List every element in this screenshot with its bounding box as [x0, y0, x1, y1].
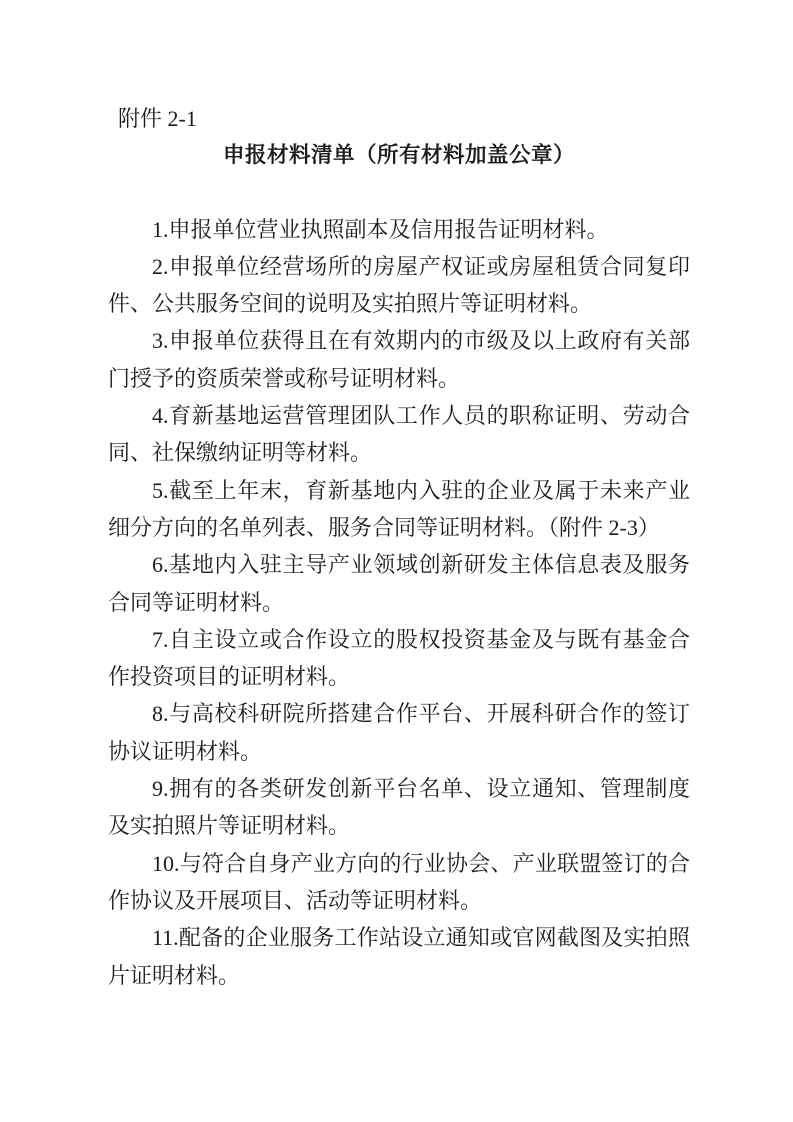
list-item-3: 3.申报单位获得且在有效期内的市级及以上政府有关部门授予的资质荣誉或称号证明材料。 — [108, 328, 690, 391]
title-body-spacer — [108, 175, 690, 211]
list-item-11: 11.配备的企业服务工作站设立通知或官网截图及实拍照片证明材料。 — [108, 925, 690, 988]
list-item-10: 10.与符合自身产业方向的行业协会、产业联盟签订的合作协议及开展项目、活动等证明材料。 — [108, 850, 690, 913]
list-item-6: 6.基地内入驻主导产业领域创新研发主体信息表及服务合同等证明材料。 — [108, 552, 690, 615]
attachment-label: 附件 2-1 — [118, 106, 197, 131]
list-item-9: 9.拥有的各类研发创新平台名单、设立通知、管理制度及实拍照片等证明材料。 — [108, 776, 690, 839]
list-item-4: 4.育新基地运营管理团队工作人员的职称证明、劳动合同、社保缴纳证明等材料。 — [108, 403, 690, 466]
document-title: 申报材料清单（所有材料加盖公章） — [222, 143, 575, 168]
document-content — [108, 100, 690, 994]
list-item-7: 7.自主设立或合作设立的股权投资基金及与既有基金合作投资项目的证明材料。 — [108, 626, 690, 690]
list-item-5: 5.截至上年末，育新基地内入驻的企业及属于未来产业细分方向的名单列表、服务合同等证明材料。（附件 2-3） — [108, 477, 690, 540]
list-item-8: 8.与高校科研院所搭建合作平台、开展科研合作的签订协议证明材料。 — [108, 701, 690, 764]
list-item-1: 1.申报单位营业执照副本及信用报告证明材料。 — [152, 216, 609, 242]
list-item-2: 2.申报单位经营场所的房屋产权证或房屋租赁合同复印件、公共服务空间的说明及实拍照片等证明材料。 — [108, 253, 690, 317]
